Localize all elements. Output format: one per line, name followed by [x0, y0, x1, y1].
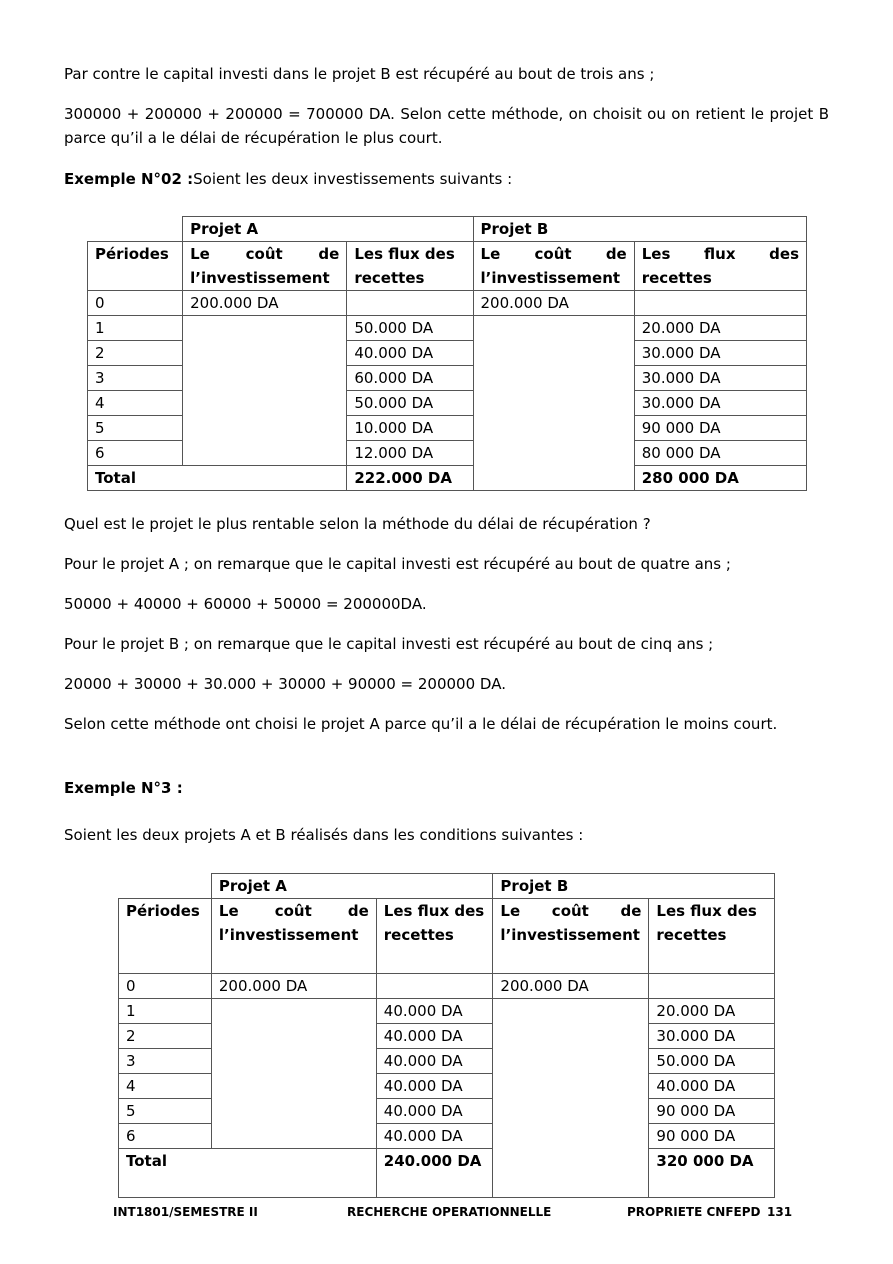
cout-b-empty: [493, 999, 649, 1198]
period-cell: 2: [88, 341, 183, 366]
flux-b-cell: 90 000 DA: [649, 1124, 775, 1149]
page-number: 131: [767, 1205, 793, 1219]
flux-b-cell: [634, 291, 806, 316]
period-cell: 4: [119, 1074, 212, 1099]
flux-a-cell: 50.000 DA: [347, 391, 473, 416]
example-2-text: Soient les deux investissements suivants :: [193, 170, 513, 188]
paragraph-calculation-b: 300000 + 200000 + 200000 = 700000 DA. Selon cette méthode, on choisit ou on retient le projet B parce qu’il a le délai de récupération le plus court.: [64, 105, 829, 147]
period-cell: 6: [119, 1124, 212, 1149]
question-paragraph: Quel est le projet le plus rentable selon la méthode du délai de récupération ?: [64, 515, 651, 533]
flux-a-cell: 40.000 DA: [376, 999, 493, 1024]
flux-a-cell: [376, 974, 493, 999]
empty-corner: [88, 217, 183, 242]
header-flux-a: Les flux des recettes: [376, 899, 493, 974]
header-projet-a: Projet A: [183, 217, 473, 242]
period-cell: 3: [119, 1049, 212, 1074]
flux-b-cell: 20.000 DA: [634, 316, 806, 341]
investment-table-1: [87, 216, 807, 491]
cout-a-empty: [183, 316, 347, 466]
cout-a-empty: [211, 999, 376, 1149]
flux-a-cell: 40.000 DA: [376, 1074, 493, 1099]
flux-b-cell: 90 000 DA: [634, 416, 806, 441]
period-cell: 6: [88, 441, 183, 466]
empty-corner: [119, 874, 212, 899]
cout-b-cell: 200.000 DA: [473, 291, 634, 316]
header-flux-b: Les flux des recettes: [649, 899, 775, 974]
flux-a-cell: 40.000 DA: [376, 1099, 493, 1124]
calculation-a: 50000 + 40000 + 60000 + 50000 = 200000DA.: [64, 595, 427, 613]
header-projet-a: Projet A: [211, 874, 493, 899]
header-flux-a: Les flux des recettes: [347, 242, 473, 291]
period-cell: 0: [119, 974, 212, 999]
flux-a-cell: 12.000 DA: [347, 441, 473, 466]
period-cell: 5: [119, 1099, 212, 1124]
flux-b-cell: 30.000 DA: [634, 391, 806, 416]
flux-a-cell: 10.000 DA: [347, 416, 473, 441]
footer-owner: PROPRIETE CNFEPD: [627, 1205, 761, 1219]
conclusion-paragraph: Selon cette méthode ont choisi le projet A parce qu’il a le délai de récupération le moins court.: [64, 715, 778, 733]
flux-b-cell: 30.000 DA: [649, 1024, 775, 1049]
cout-b-cell: 200.000 DA: [493, 974, 649, 999]
period-cell: 1: [119, 999, 212, 1024]
period-cell: 0: [88, 291, 183, 316]
period-cell: 3: [88, 366, 183, 391]
total-a: 222.000 DA: [347, 466, 473, 491]
flux-a-cell: [347, 291, 473, 316]
flux-a-cell: 60.000 DA: [347, 366, 473, 391]
paragraph-project-a: Pour le projet A ; on remarque que le capital investi est récupéré au bout de quatre ans ;: [64, 555, 731, 573]
example-3-text: Soient les deux projets A et B réalisés dans les conditions suivantes :: [64, 826, 584, 844]
header-flux-b: Les flux des recettes: [634, 242, 806, 291]
header-periodes: Périodes: [88, 242, 183, 291]
flux-a-cell: 40.000 DA: [347, 341, 473, 366]
cout-a-cell: 200.000 DA: [183, 291, 347, 316]
total-b: 320 000 DA: [649, 1149, 775, 1198]
header-cout-a: Le coût de l’investissement: [211, 899, 376, 974]
flux-b-cell: 80 000 DA: [634, 441, 806, 466]
example-3-heading: Exemple N°3 :: [64, 779, 183, 797]
investment-table-2: [118, 873, 775, 1198]
example-2-label: Exemple N°02 :: [64, 170, 194, 188]
cout-b-empty: [473, 316, 634, 491]
header-cout-b: Le coût de l’investissement: [473, 242, 634, 291]
header-periodes: Périodes: [119, 899, 212, 974]
period-cell: 2: [119, 1024, 212, 1049]
flux-b-cell: 20.000 DA: [649, 999, 775, 1024]
period-cell: 1: [88, 316, 183, 341]
period-cell: 5: [88, 416, 183, 441]
example-2-heading: [64, 167, 829, 191]
period-cell: 4: [88, 391, 183, 416]
flux-b-cell: 90 000 DA: [649, 1099, 775, 1124]
paragraph-recovery-b: Par contre le capital investi dans le projet B est récupéré au bout de trois ans ;: [64, 65, 655, 83]
total-b: 280 000 DA: [634, 466, 806, 491]
footer-subject: RECHERCHE OPERATIONNELLE: [347, 1205, 552, 1219]
total-a: 240.000 DA: [376, 1149, 493, 1198]
flux-a-cell: 40.000 DA: [376, 1049, 493, 1074]
flux-b-cell: 40.000 DA: [649, 1074, 775, 1099]
header-cout-a: Le coût de l’investissement: [183, 242, 347, 291]
flux-a-cell: 40.000 DA: [376, 1024, 493, 1049]
flux-b-cell: 30.000 DA: [634, 341, 806, 366]
total-label: Total: [119, 1149, 377, 1198]
flux-a-cell: 40.000 DA: [376, 1124, 493, 1149]
flux-b-cell: 30.000 DA: [634, 366, 806, 391]
header-projet-b: Projet B: [473, 217, 806, 242]
total-label: Total: [88, 466, 347, 491]
cout-a-cell: 200.000 DA: [211, 974, 376, 999]
header-cout-b: Le coût de l’investissement: [493, 899, 649, 974]
calculation-b: 20000 + 30000 + 30.000 + 30000 + 90000 = 200000 DA.: [64, 675, 506, 693]
paragraph-project-b: Pour le projet B ; on remarque que le capital investi est récupéré au bout de cinq ans ;: [64, 635, 714, 653]
flux-b-cell: [649, 974, 775, 999]
flux-a-cell: 50.000 DA: [347, 316, 473, 341]
header-projet-b: Projet B: [493, 874, 775, 899]
footer-course-code: INT1801/SEMESTRE II: [113, 1205, 258, 1219]
flux-b-cell: 50.000 DA: [649, 1049, 775, 1074]
